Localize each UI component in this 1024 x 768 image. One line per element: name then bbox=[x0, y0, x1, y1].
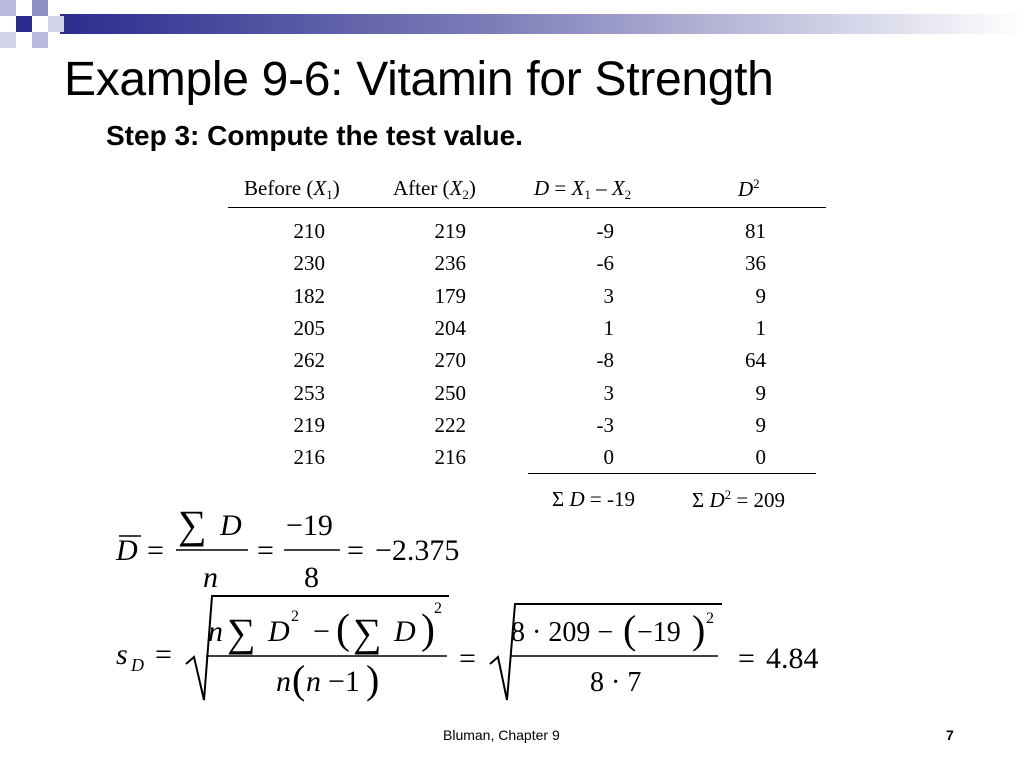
mean-formula bbox=[115, 502, 459, 594]
mean-den-var: n bbox=[203, 561, 218, 594]
sd-num-sum1: ∑ bbox=[227, 610, 256, 655]
header-before: Before $(X_1)$ bbox=[244, 176, 340, 202]
sd-num-n: n bbox=[208, 615, 223, 648]
cell-before: 210 bbox=[293, 219, 325, 243]
cell-after: 216 bbox=[434, 445, 466, 470]
sd-lparen: ( bbox=[336, 607, 350, 653]
header-d-squared: $D^2$ bbox=[738, 176, 760, 201]
cell-after: 204 bbox=[434, 315, 466, 340]
sd-lhs: s bbox=[116, 638, 128, 671]
sd-den-n: n bbox=[276, 665, 291, 698]
page-number: 7 bbox=[946, 727, 954, 743]
mean-sum-symbol: ∑ bbox=[178, 502, 207, 547]
cell-difference: 3 bbox=[603, 380, 614, 405]
cell-after: 219 bbox=[434, 219, 466, 243]
cell-after: 236 bbox=[434, 251, 466, 276]
sd-eq3: = bbox=[738, 642, 755, 675]
cell-difference: 3 bbox=[603, 283, 614, 308]
sd-num2-lparen: ( bbox=[623, 607, 637, 652]
sd-num-d1: D bbox=[268, 615, 290, 648]
cell-before: 182 bbox=[293, 283, 325, 308]
cell-after: 179 bbox=[434, 283, 466, 308]
sd-eq2: = bbox=[459, 642, 476, 675]
sum-d: Σ D = -19 bbox=[552, 487, 635, 511]
cell-after: 250 bbox=[434, 380, 466, 405]
cell-d-squared: 64 bbox=[745, 348, 766, 373]
sd-den-lparen: ( bbox=[292, 657, 306, 702]
sd-num-sup1: 2 bbox=[291, 608, 299, 625]
cell-d-squared: 9 bbox=[755, 283, 766, 308]
cell-difference: 1 bbox=[603, 315, 614, 340]
header-after: After $(X_2)$ bbox=[393, 176, 476, 202]
cell-d-squared: 81 bbox=[745, 219, 766, 243]
mean-eq3: = bbox=[347, 534, 364, 567]
cell-difference: 0 bbox=[603, 445, 614, 470]
cell-after: 270 bbox=[434, 348, 466, 373]
sd-result: 4.84 bbox=[766, 642, 819, 675]
sd-lhs-sub: D bbox=[131, 655, 144, 675]
cell-d-squared: 0 bbox=[755, 445, 766, 470]
sd-num-minus: − bbox=[313, 615, 330, 648]
sum-d-squared: Σ $D^2 = 209$ bbox=[692, 487, 785, 512]
mean-result: −2.375 bbox=[375, 534, 460, 567]
header-difference: $D = X_1 - X_2$ bbox=[534, 176, 632, 202]
sd-rparen: ) bbox=[421, 607, 435, 653]
cell-before: 230 bbox=[293, 251, 325, 276]
slide-title: Example 9-6: Vitamin for Strength bbox=[64, 53, 774, 106]
mean-num-var: D bbox=[220, 509, 242, 542]
cell-d-squared: 9 bbox=[755, 412, 766, 437]
sd-formula bbox=[116, 596, 819, 702]
cell-difference: -8 bbox=[596, 348, 614, 373]
cell-before: 216 bbox=[293, 445, 325, 470]
slide-subtitle: Step 3: Compute the test value. bbox=[106, 120, 523, 151]
sd-den-n2: n bbox=[306, 665, 321, 698]
cell-before: 205 bbox=[293, 315, 325, 340]
mean-num-value: −19 bbox=[286, 509, 333, 542]
mean-lhs: D bbox=[116, 534, 138, 567]
sd-num-sup2: 2 bbox=[434, 600, 442, 617]
mean-eq2: = bbox=[257, 534, 274, 567]
cell-before: 219 bbox=[293, 412, 325, 437]
cell-after: 222 bbox=[434, 412, 466, 437]
sd-num2-text: 8 · 209 − bbox=[511, 617, 614, 648]
sd-den-rparen: ) bbox=[366, 657, 380, 702]
cell-before: 253 bbox=[293, 380, 325, 405]
footer-text: Bluman, Chapter 9 bbox=[443, 727, 560, 743]
sd-num-d2: D bbox=[394, 615, 416, 648]
mean-den-value: 8 bbox=[304, 561, 319, 594]
mean-eq1: = bbox=[147, 534, 164, 567]
cell-difference: -6 bbox=[596, 251, 614, 276]
sd-num2-rparen: ) bbox=[692, 607, 706, 652]
cell-before: 262 bbox=[293, 348, 325, 373]
sd-num2-value: −19 bbox=[637, 617, 681, 648]
cell-d-squared: 36 bbox=[745, 251, 766, 276]
cell-d-squared: 1 bbox=[755, 315, 766, 340]
sd-num-sum2: ∑ bbox=[353, 610, 382, 655]
cell-d-squared: 9 bbox=[755, 380, 766, 405]
sd-num2-sup: 2 bbox=[706, 610, 714, 627]
sd-eq1: = bbox=[155, 638, 172, 671]
sd-den2-text: 8 · 7 bbox=[590, 667, 642, 698]
cell-difference: -9 bbox=[596, 219, 614, 243]
cell-difference: -3 bbox=[596, 412, 614, 437]
sd-den-minus1: −1 bbox=[328, 665, 360, 698]
